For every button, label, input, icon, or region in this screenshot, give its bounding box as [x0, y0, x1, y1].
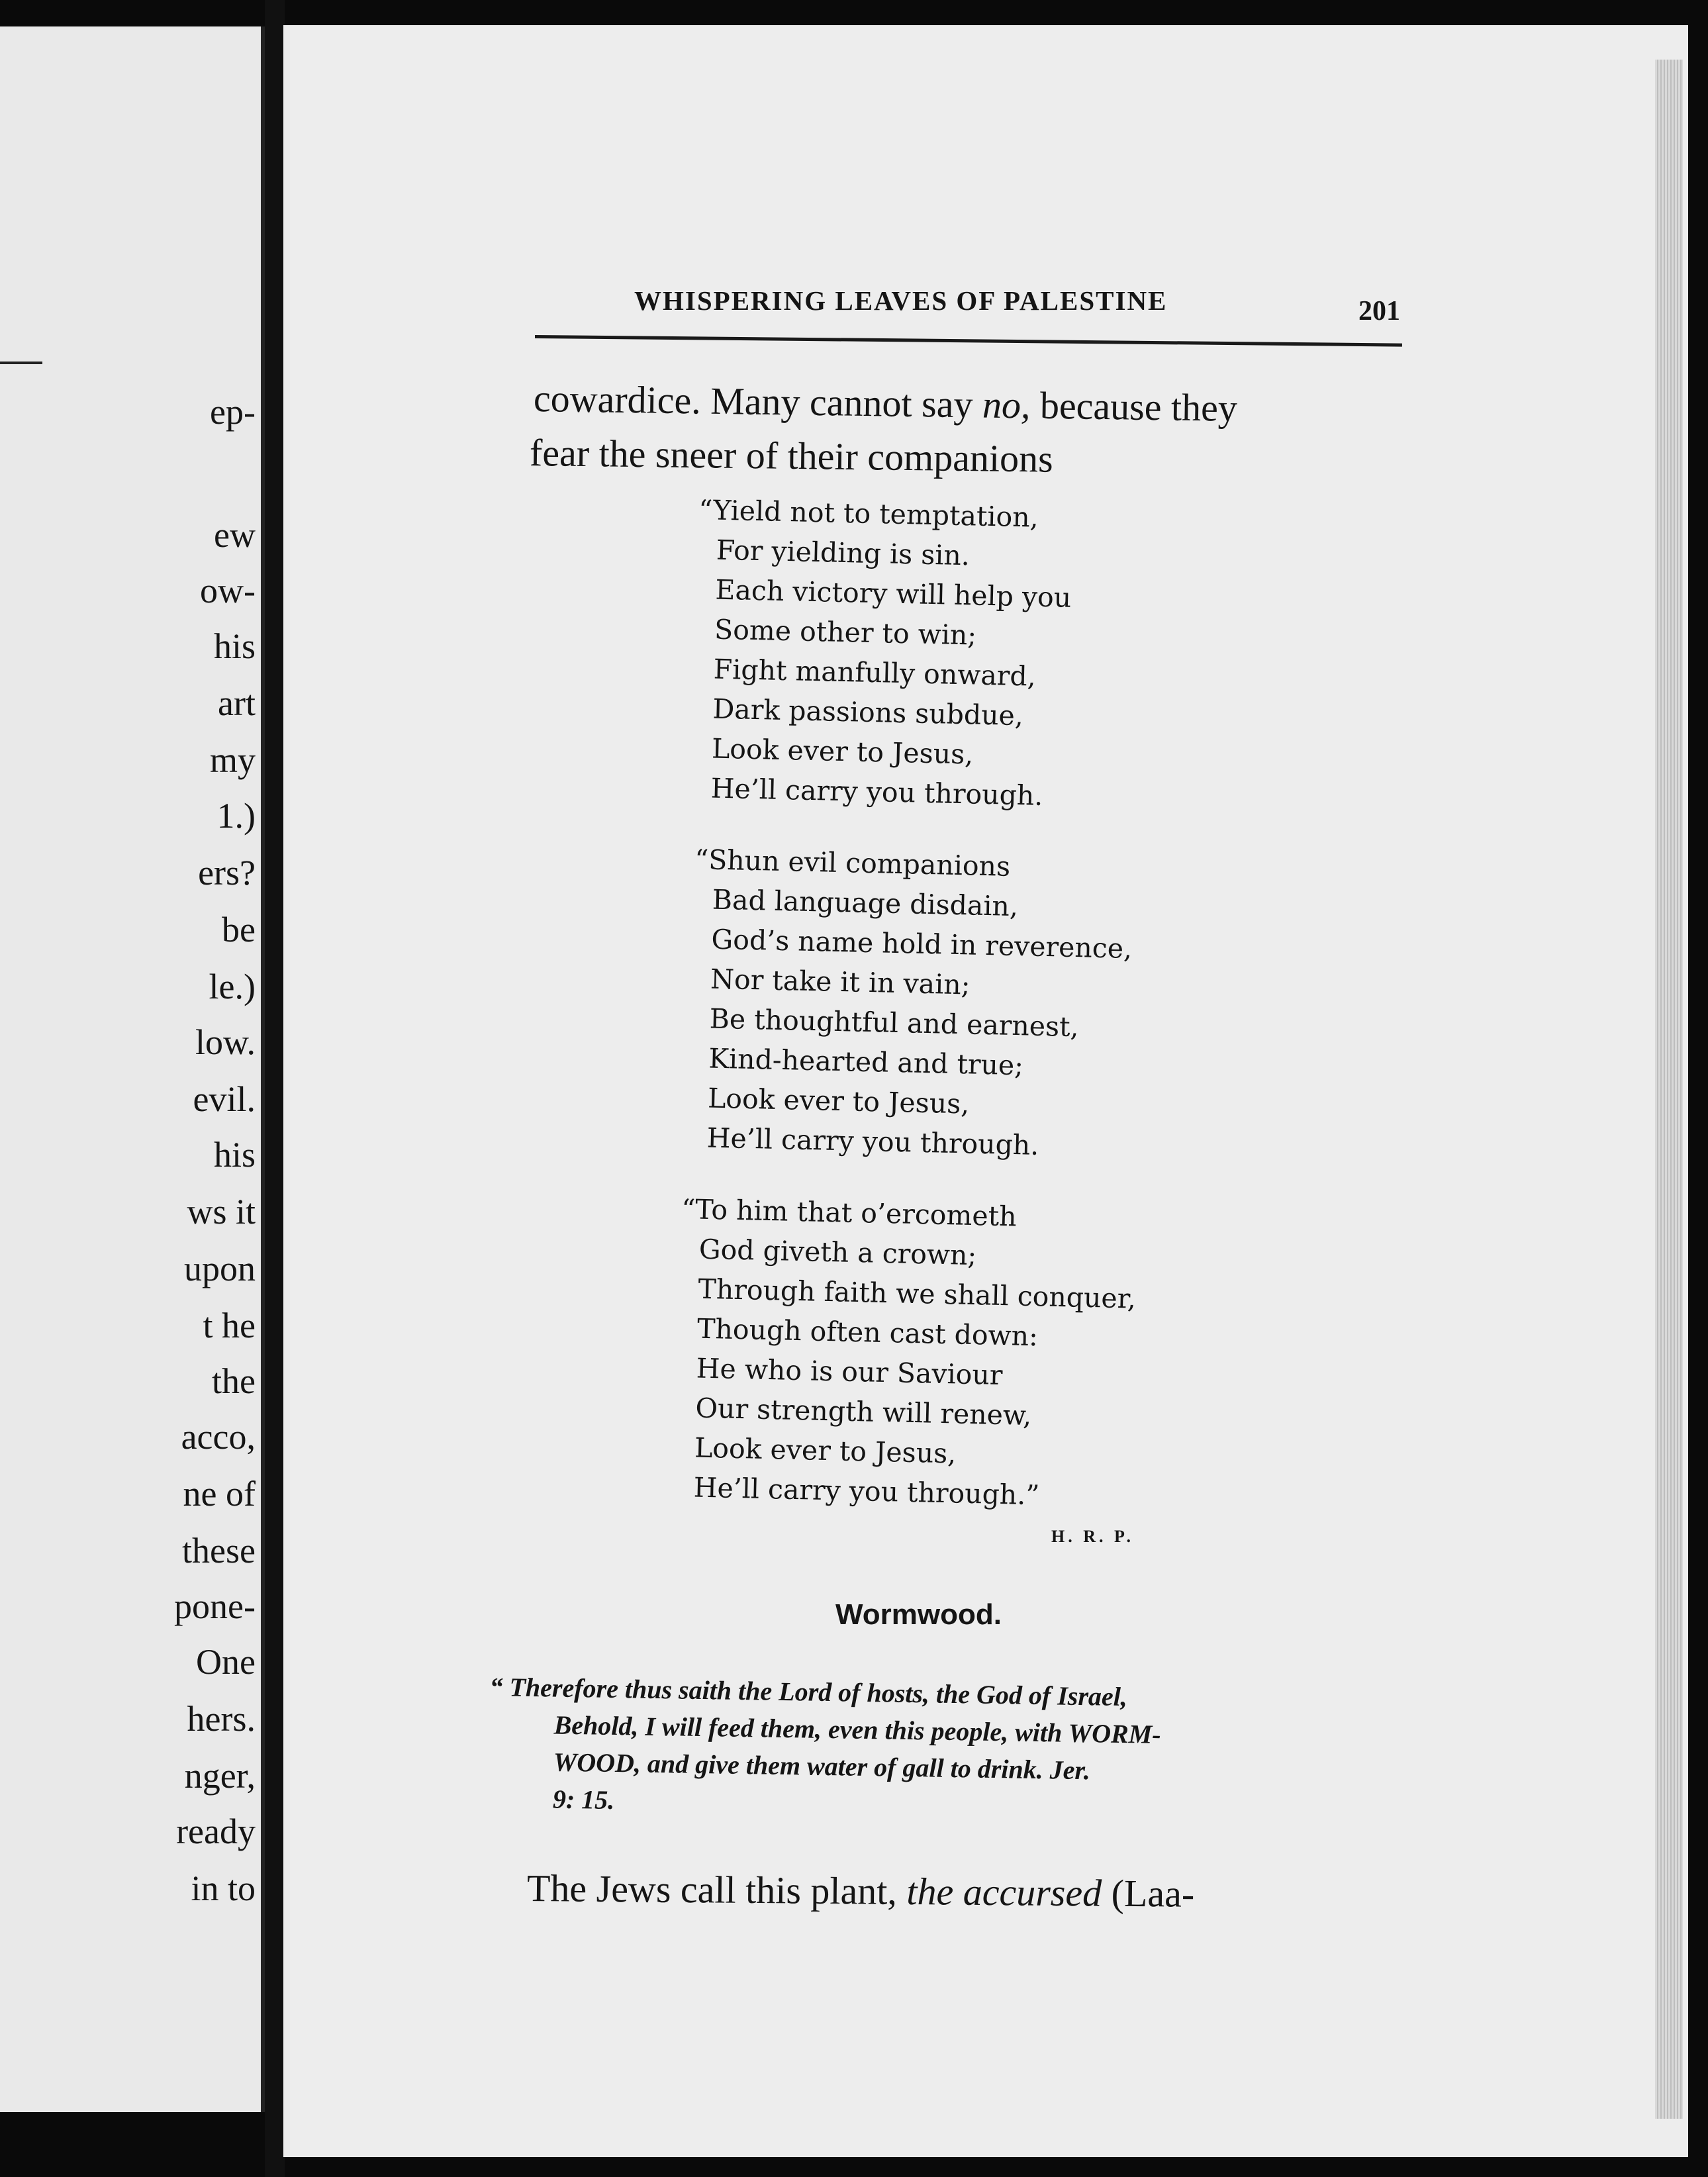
- left-fragment: hers.: [187, 1699, 256, 1739]
- left-fragment: ep-: [210, 392, 256, 432]
- epigraph-line: WOOD, and give them water of gall to drink. Jer.: [553, 1747, 1091, 1786]
- left-fragment: acco,: [181, 1417, 256, 1457]
- left-fragment: ew: [214, 515, 256, 555]
- body-text-italic: the accursed: [906, 1870, 1102, 1915]
- left-fragment: le.): [209, 967, 256, 1006]
- body-text-italic: no,: [982, 383, 1031, 427]
- epigraph-line: 9: 15.: [552, 1784, 615, 1815]
- page-number: 201: [1358, 296, 1400, 326]
- poem-line: God giveth a crown;: [698, 1233, 977, 1272]
- page-edges: [1655, 60, 1683, 2119]
- poem-signature: H. R. P.: [1051, 1527, 1134, 1546]
- left-fragment: art: [218, 683, 256, 723]
- poem-line: God’s name hold in reverence,: [711, 923, 1133, 965]
- poem-line: “Yield not to temptation,: [698, 493, 1039, 534]
- poem-line: Our strength will renew,: [694, 1392, 1032, 1432]
- left-fragment: these: [182, 1531, 256, 1571]
- body-text-run: cowardice. Many cannot say: [533, 377, 983, 426]
- poem-line: Look ever to Jesus,: [711, 732, 974, 771]
- body-text-run: (Laa-: [1101, 1871, 1195, 1915]
- left-fragment: ers?: [198, 853, 256, 893]
- left-fragment: nger,: [184, 1756, 256, 1796]
- poem-line: He’ll carry you through.”: [693, 1471, 1040, 1512]
- left-fragment: the: [212, 1361, 256, 1401]
- left-fragment: evil.: [193, 1079, 256, 1119]
- poem-line: Fight manfully onward,: [713, 653, 1037, 693]
- left-fragment: his: [213, 1135, 256, 1175]
- poem-line: He’ll carry you through.: [710, 772, 1043, 812]
- body-line: fear the sneer of their companions: [529, 431, 1054, 481]
- poem-line: He’ll carry you through.: [706, 1122, 1039, 1161]
- body-line: [533, 374, 1237, 433]
- left-fragment: in to: [191, 1868, 256, 1908]
- epigraph: [487, 1669, 1376, 1831]
- left-fragment: low.: [195, 1022, 256, 1062]
- poem-line: Kind-hearted and true;: [708, 1042, 1024, 1082]
- poem-line: “Shun evil companions: [694, 843, 1011, 883]
- left-facing-page: [0, 26, 265, 2112]
- body-text-run: The Jews call this plant,: [526, 1866, 907, 1913]
- running-head: WHISPERING LEAVES OF PALESTINE: [634, 285, 1168, 316]
- poem-stanza: [675, 1189, 1138, 1518]
- poem-line: Dark passions subdue,: [712, 693, 1024, 732]
- book-gutter: [265, 0, 285, 2177]
- poem-line: For yielding is sin.: [716, 534, 971, 572]
- left-fragment: t he: [203, 1306, 256, 1345]
- left-fragment: One: [196, 1642, 256, 1682]
- poem-line: Though often cast down:: [696, 1312, 1039, 1353]
- body-text-run: because they: [1030, 383, 1238, 430]
- left-fragment: ow-: [200, 571, 256, 610]
- poem-line: Through faith we shall conquer,: [698, 1273, 1137, 1315]
- poem-line: Look ever to Jesus,: [707, 1082, 970, 1120]
- left-fragment: upon: [184, 1249, 256, 1288]
- poem-line: Some other to win;: [714, 613, 977, 652]
- left-page-rule: [0, 362, 42, 364]
- left-fragment: be: [222, 910, 256, 949]
- left-fragment: 1.): [216, 796, 256, 836]
- left-fragment: pone-: [174, 1586, 256, 1626]
- epigraph-line: Behold, I will feed them, even this people, with WORM-: [553, 1710, 1161, 1749]
- poem-line: Nor take it in vain;: [710, 963, 971, 1001]
- left-fragment: his: [213, 626, 256, 666]
- body-line: [527, 1866, 1195, 1916]
- left-fragment: ne of: [183, 1474, 256, 1514]
- poem-line: He who is our Saviour: [696, 1352, 1003, 1392]
- left-fragment: ready: [176, 1812, 256, 1851]
- poem-stanza: [692, 490, 1073, 816]
- section-title: Wormwood.: [835, 1598, 1002, 1631]
- poem-line: Bad language disdain,: [712, 883, 1019, 923]
- epigraph-line: “ Therefore thus saith the Lord of hosts, the God of Israel,: [489, 1671, 1128, 1712]
- poem-stanza: [688, 840, 1134, 1167]
- poem-line: Look ever to Jesus,: [694, 1431, 957, 1470]
- left-fragment: my: [209, 740, 256, 780]
- poem-line: “To him that o’ercometh: [681, 1192, 1018, 1233]
- poem-line: Be thoughtful and earnest,: [709, 1002, 1080, 1043]
- poem-line: Each victory will help you: [715, 573, 1072, 614]
- left-fragment: ws it: [187, 1192, 256, 1232]
